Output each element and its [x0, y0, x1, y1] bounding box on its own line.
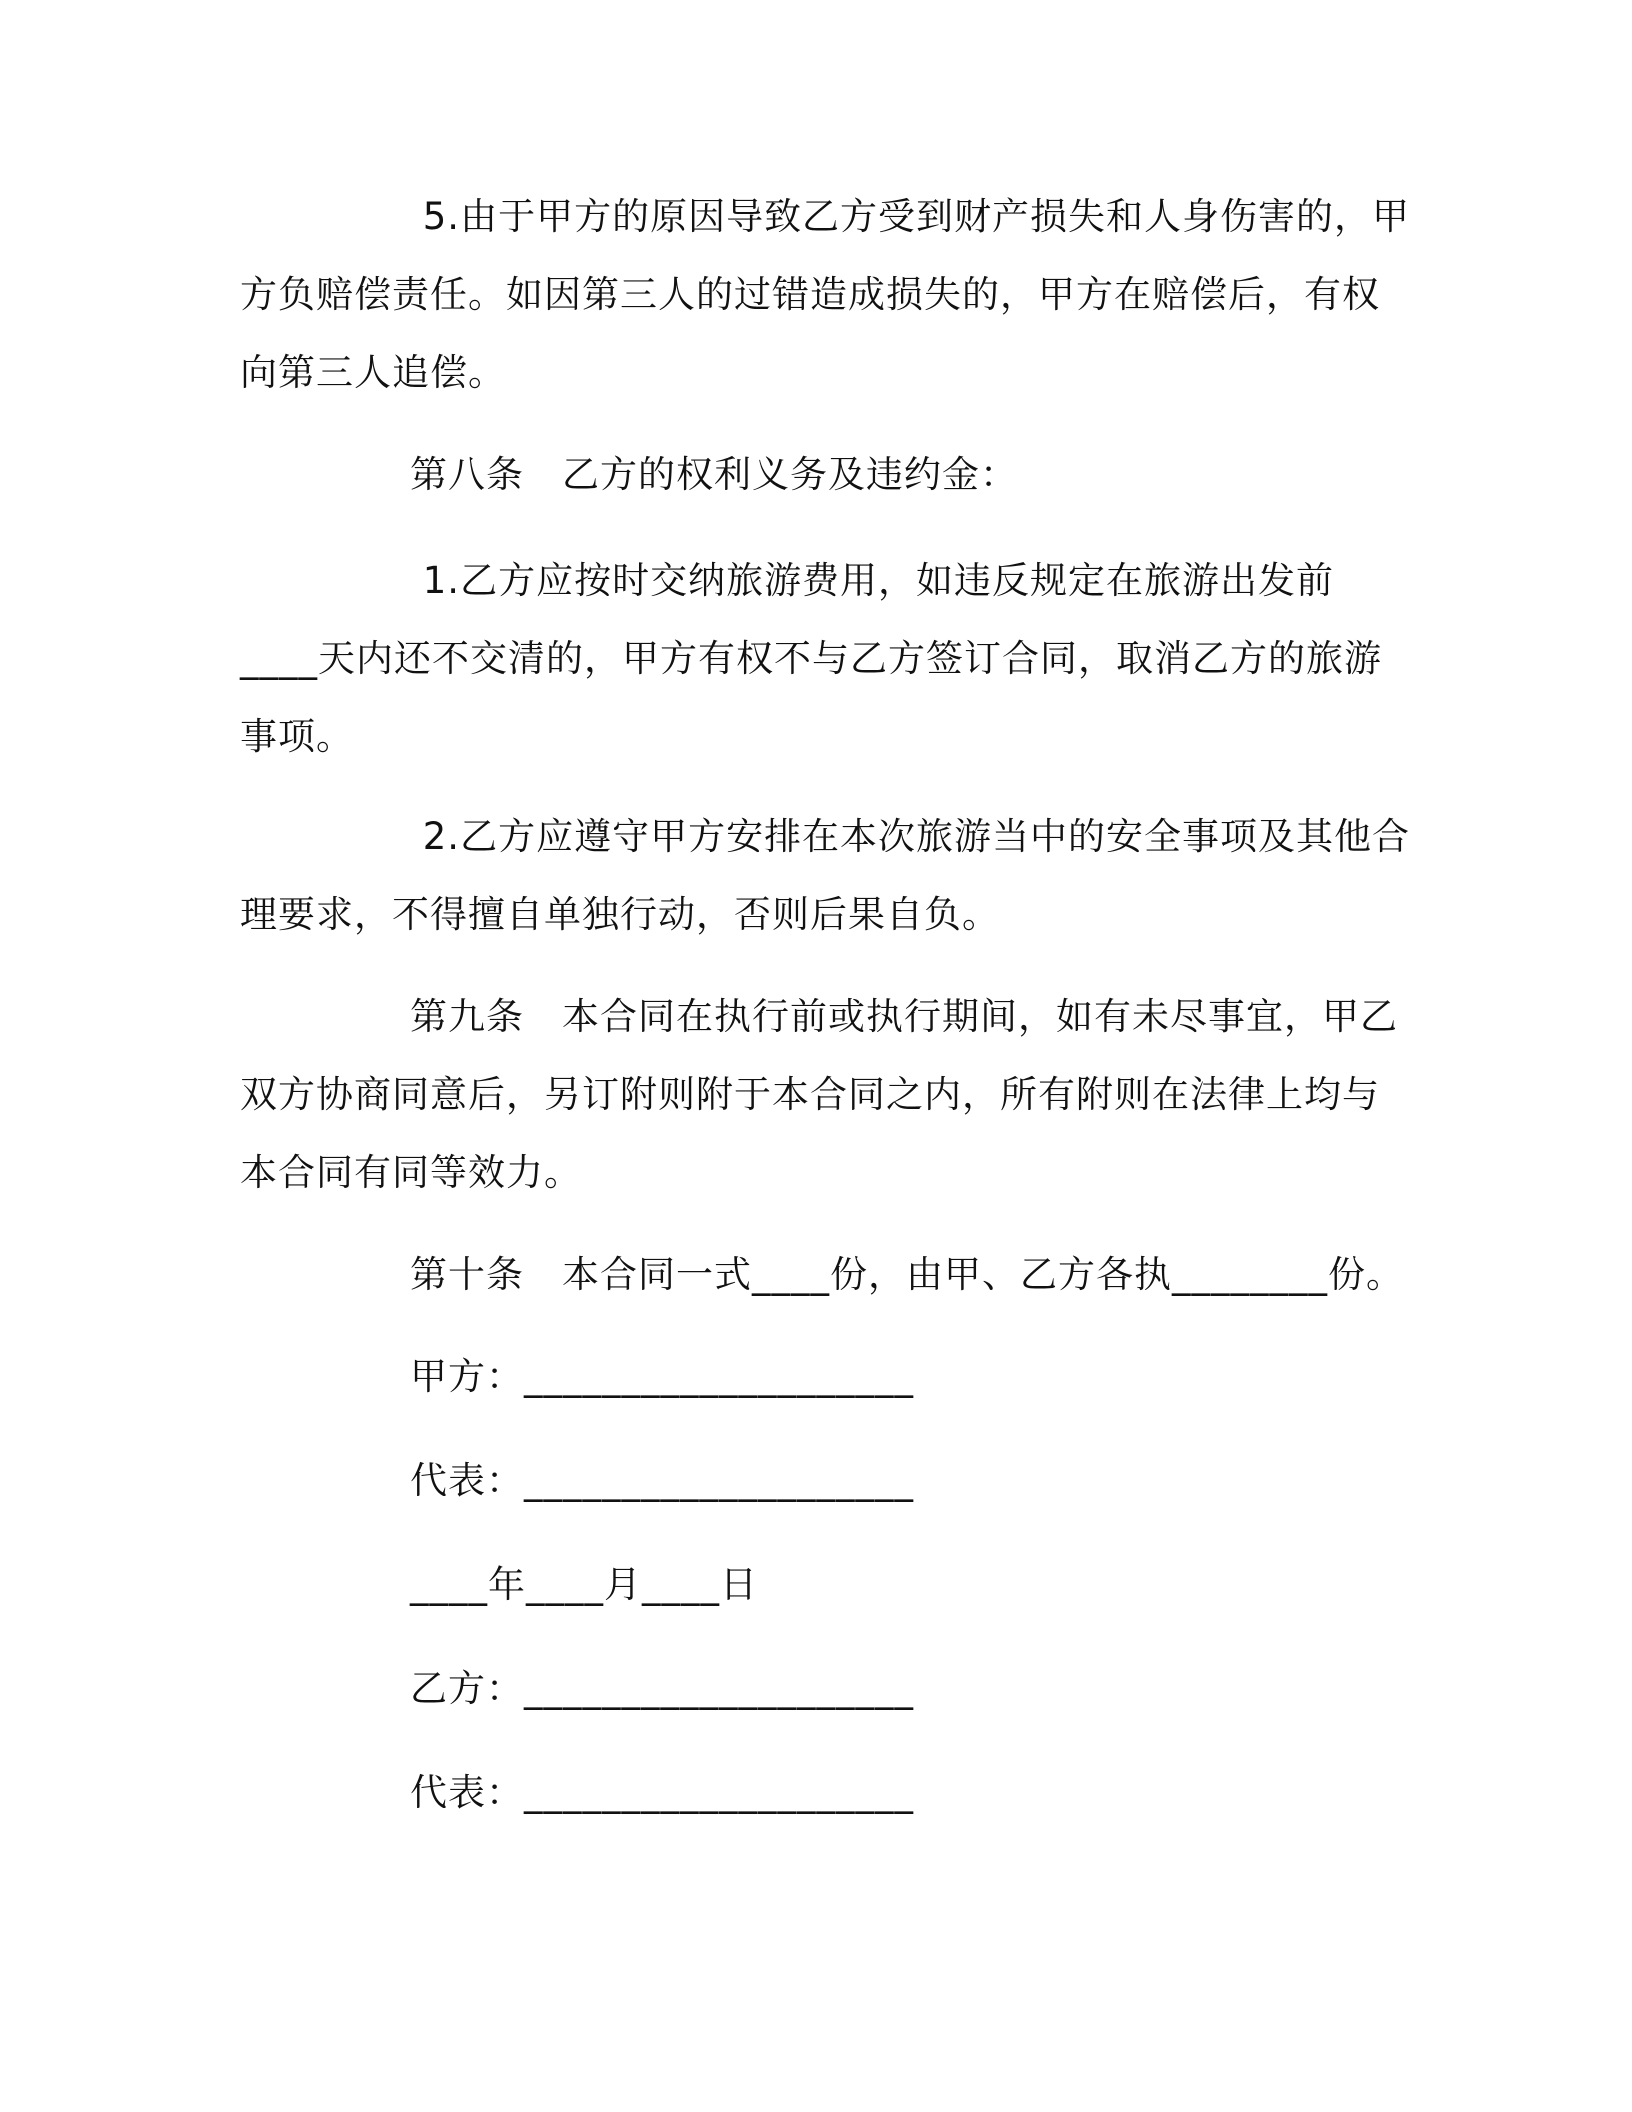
item-2-line-1: 2.乙方应遵守甲方安排在本次旅游当中的安全事项及其他合	[410, 815, 1411, 858]
item-2-line-2: 理要求，不得擅自单独行动，否则后果自负。	[240, 893, 1000, 936]
item-1-line-3: 事项。	[240, 715, 354, 758]
party-b-representative-line: 代表：____________________	[410, 1771, 914, 1814]
item-1-line-1: 1.乙方应按时交纳旅游费用，如违反规定在旅游出发前	[410, 559, 1335, 602]
clause-5-line-2: 方负赔偿责任。如因第三人的过错造成损失的，甲方在赔偿后，有权	[240, 273, 1380, 316]
party-a-signature-line: 甲方：____________________	[410, 1355, 914, 1398]
article-9-line-2: 双方协商同意后，另订附则附于本合同之内，所有附则在法律上均与	[240, 1073, 1380, 1116]
article-8-heading: 第八条 乙方的权利义务及违约金：	[410, 453, 1018, 496]
article-9-line-3: 本合同有同等效力。	[240, 1151, 582, 1194]
date-line: ____年____月____日	[410, 1563, 758, 1606]
party-b-signature-line: 乙方：____________________	[410, 1667, 914, 1710]
item-1-line-2: ____天内还不交清的，甲方有权不与乙方签订合同，取消乙方的旅游	[240, 637, 1382, 680]
clause-5-line-3: 向第三人追偿。	[240, 351, 506, 394]
party-a-representative-line: 代表：____________________	[410, 1459, 914, 1502]
clause-5-line-1: 5.由于甲方的原因导致乙方受到财产损失和人身伤害的，甲	[410, 195, 1411, 238]
article-9-line-1: 第九条 本合同在执行前或执行期间，如有未尽事宜，甲乙	[410, 995, 1398, 1038]
article-10: 第十条 本合同一式____份，由甲、乙方各执________份。	[410, 1253, 1404, 1296]
